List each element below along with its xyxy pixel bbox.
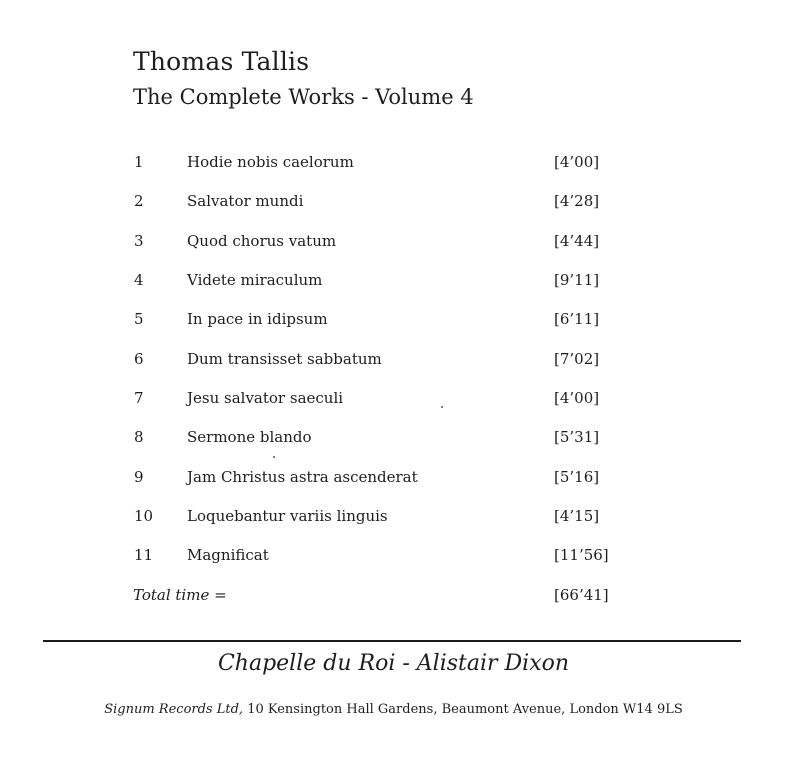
track-row bbox=[0, 262, 787, 301]
track-number: 6 bbox=[134, 349, 144, 368]
track-duration: [9’11] bbox=[554, 271, 600, 290]
track-list bbox=[0, 144, 787, 616]
track-row bbox=[0, 301, 787, 340]
record-label-name: Signum Records Ltd, bbox=[104, 702, 244, 717]
total-time-label: Total time = bbox=[133, 585, 227, 604]
album-title: The Complete Works - Volume 4 bbox=[133, 85, 474, 109]
track-duration: [4’44] bbox=[554, 231, 600, 250]
track-row bbox=[0, 183, 787, 222]
track-duration: [4’15] bbox=[554, 507, 600, 526]
track-title: Loquebantur variis linguis bbox=[187, 507, 388, 526]
print-speck bbox=[441, 406, 443, 408]
print-speck bbox=[273, 456, 275, 458]
track-title: Magnificat bbox=[187, 546, 269, 565]
track-number: 10 bbox=[134, 507, 154, 526]
track-title: Quod chorus vatum bbox=[187, 231, 337, 250]
track-row bbox=[0, 223, 787, 262]
total-time-row bbox=[0, 577, 787, 616]
record-label-street: 10 Kensington Hall Gardens, Beaumont Avenue, London W14 9LS bbox=[243, 702, 683, 717]
footer-divider bbox=[43, 640, 741, 642]
track-number: 4 bbox=[134, 271, 144, 290]
track-number: 9 bbox=[134, 467, 144, 486]
track-row bbox=[0, 498, 787, 537]
track-number: 11 bbox=[134, 546, 154, 565]
track-title: In pace in idipsum bbox=[187, 310, 328, 329]
track-duration: [11’56] bbox=[554, 546, 609, 565]
track-row bbox=[0, 380, 787, 419]
track-number: 7 bbox=[134, 389, 144, 408]
track-title: Dum transisset sabbatum bbox=[187, 349, 382, 368]
track-number: 2 bbox=[134, 192, 144, 211]
track-title: Hodie nobis caelorum bbox=[187, 153, 354, 171]
track-number: 8 bbox=[134, 428, 144, 447]
track-row bbox=[0, 537, 787, 576]
track-duration: [4’00] bbox=[554, 389, 600, 408]
track-row bbox=[0, 419, 787, 458]
track-row bbox=[0, 459, 787, 498]
track-duration: [6’11] bbox=[554, 310, 600, 329]
track-title: Jam Christus astra ascenderat bbox=[187, 467, 418, 486]
track-duration: [4’28] bbox=[554, 192, 600, 211]
track-title: Videte miraculum bbox=[187, 271, 323, 290]
track-row bbox=[0, 144, 787, 183]
track-title: Jesu salvator saeculi bbox=[187, 389, 344, 408]
composer-name: Thomas Tallis bbox=[133, 47, 310, 76]
performer-credit: Chapelle du Roi - Alistair Dixon bbox=[217, 651, 570, 676]
track-title: Sermone blando bbox=[187, 428, 312, 447]
record-label-address bbox=[0, 699, 787, 721]
track-row bbox=[0, 341, 787, 380]
track-title: Salvator mundi bbox=[187, 192, 304, 211]
track-number: 1 bbox=[134, 153, 144, 171]
track-number: 3 bbox=[134, 231, 144, 250]
track-duration: [7’02] bbox=[554, 349, 600, 368]
track-duration: [5’16] bbox=[554, 467, 600, 486]
track-number: 5 bbox=[134, 310, 144, 329]
total-time-value: [66’41] bbox=[554, 585, 609, 604]
track-duration: [5’31] bbox=[554, 428, 600, 447]
track-duration: [4’00] bbox=[554, 153, 600, 171]
